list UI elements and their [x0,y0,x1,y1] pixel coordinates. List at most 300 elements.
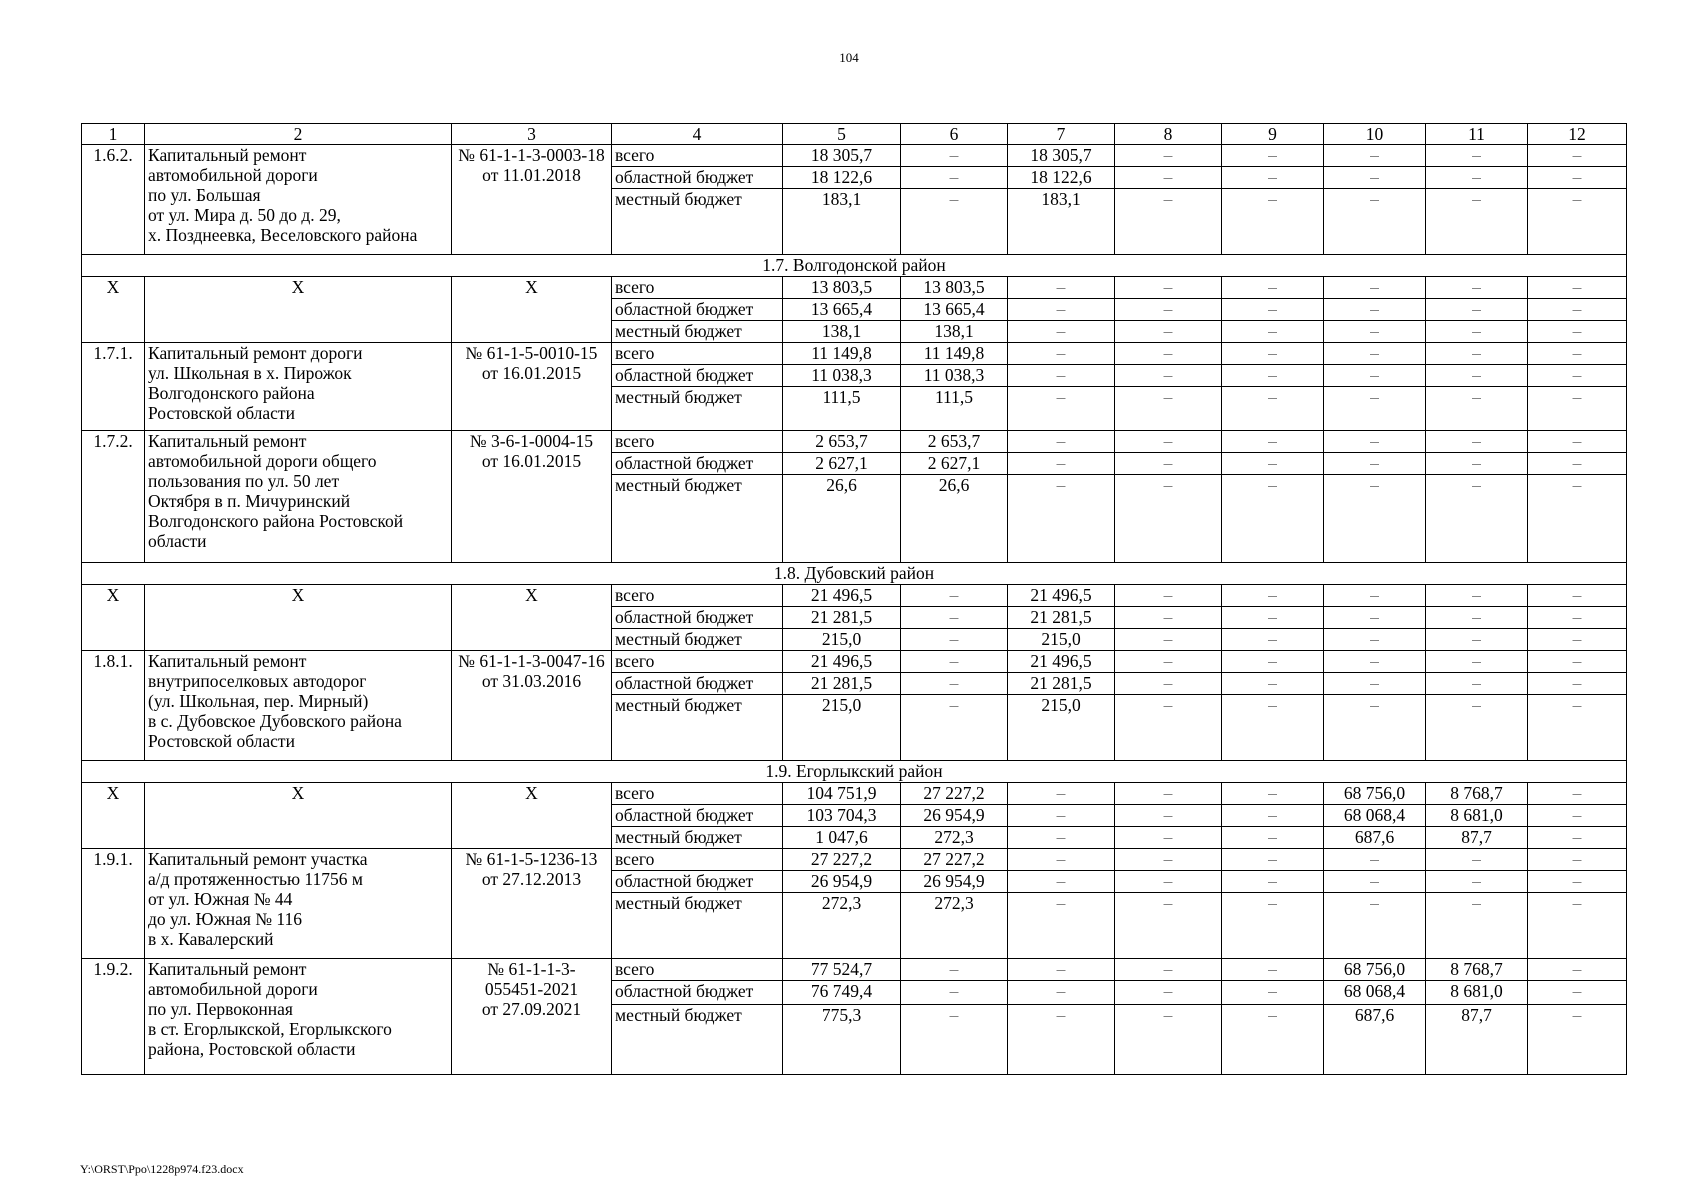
object-name [145,959,452,1075]
amount-cell: – [1324,189,1426,255]
amount-cell: 21 496,5 [1008,651,1115,673]
row-number: Х [82,277,145,343]
document-line: Х [525,585,538,605]
amount-cell: 21 281,5 [1008,607,1115,629]
amount-cell: 87,7 [1426,1005,1528,1075]
header-cell: 6 [901,124,1008,145]
table-row [82,651,1627,673]
amount-cell: – [1115,783,1222,805]
amount-cell: – [1426,585,1528,607]
amount-cell: – [1008,387,1115,431]
document-number [452,145,612,255]
object-name-line: (ул. Школьная, пер. Мирный) [148,691,369,711]
amount-cell: – [1324,299,1426,321]
object-name-line: Х [291,585,305,605]
funding-source: всего [612,431,783,453]
amount-cell: 775,3 [783,1005,901,1075]
funding-source: всего [612,145,783,167]
amount-cell: – [1528,321,1627,343]
amount-cell: – [1008,783,1115,805]
amount-cell: – [1115,453,1222,475]
document-number [452,959,612,1075]
object-name-line: Х [291,277,305,297]
amount-cell: – [1324,629,1426,651]
amount-cell: – [1528,585,1627,607]
amount-cell: – [1426,673,1528,695]
funding-source: областной бюджет [612,607,783,629]
amount-cell: 183,1 [783,189,901,255]
amount-cell: – [1222,453,1324,475]
amount-cell: – [1528,277,1627,299]
section-title: 1.8. Дубовский район [82,563,1627,585]
amount-cell: – [1426,299,1528,321]
amount-cell: – [1324,453,1426,475]
funding-source: местный бюджет [612,387,783,431]
amount-cell: – [1426,695,1528,761]
amount-cell: – [1324,893,1426,959]
amount-cell: – [1115,981,1222,1005]
funding-source: местный бюджет [612,827,783,849]
object-name [145,343,452,431]
funding-source: областной бюджет [612,299,783,321]
amount-cell: 18 305,7 [783,145,901,167]
amount-cell: – [1528,871,1627,893]
amount-cell: – [1324,145,1426,167]
header-cell: 2 [145,124,452,145]
object-name-line: пользования по ул. 50 лет [148,471,340,491]
object-name-line: области [148,531,207,551]
amount-cell: – [1426,321,1528,343]
funding-source: областной бюджет [612,167,783,189]
amount-cell: – [1528,453,1627,475]
object-name-line: а/д протяженностью 11756 м [148,869,363,889]
amount-cell: – [1528,299,1627,321]
amount-cell: – [901,629,1008,651]
amount-cell: – [901,585,1008,607]
object-name-line: автомобильной дороги общего [148,451,377,471]
amount-cell: – [1222,629,1324,651]
object-name [145,277,452,343]
funding-source: местный бюджет [612,189,783,255]
amount-cell: – [1426,475,1528,563]
amount-cell: – [1222,277,1324,299]
amount-cell: – [901,1005,1008,1075]
table-row [82,585,1627,607]
amount-cell: 18 305,7 [1008,145,1115,167]
document-line: № 61-1-5-0010-15 [465,343,598,363]
amount-cell: – [1528,651,1627,673]
amount-cell: 13 803,5 [783,277,901,299]
document-number [452,849,612,959]
amount-cell: – [1426,189,1528,255]
funding-source: областной бюджет [612,673,783,695]
amount-cell: – [1115,651,1222,673]
object-name-line: автомобильной дороги [148,979,318,999]
document-number [452,431,612,563]
amount-cell: – [1528,981,1627,1005]
amount-cell: – [1222,871,1324,893]
amount-cell: – [1008,1005,1115,1075]
amount-cell: – [1115,629,1222,651]
amount-cell: – [1426,431,1528,453]
amount-cell: – [1222,321,1324,343]
section-title: 1.9. Егорлыкский район [82,761,1627,783]
amount-cell: 11 149,8 [901,343,1008,365]
section-title: 1.7. Волгодонской район [82,255,1627,277]
header-cell: 3 [452,124,612,145]
amount-cell: – [1222,343,1324,365]
amount-cell: – [1008,849,1115,871]
amount-cell: 103 704,3 [783,805,901,827]
amount-cell: 26,6 [783,475,901,563]
amount-cell: 215,0 [1008,629,1115,651]
object-name-line: Капитальный ремонт дороги [148,343,363,363]
object-name-line: х. Позднеевка, Веселовского района [148,225,418,245]
footer-file-path: Y:\ORST\Ppo\1228p974.f23.docx [80,1162,244,1176]
amount-cell: – [1222,387,1324,431]
amount-cell: 68 068,4 [1324,805,1426,827]
document-line: от 16.01.2015 [481,363,582,383]
table-row [82,783,1627,805]
document-line: от 16.01.2015 [481,451,582,471]
amount-cell: – [1324,343,1426,365]
object-name-line: до ул. Южная № 116 [148,909,303,929]
amount-cell: – [1008,321,1115,343]
amount-cell: 27 227,2 [783,849,901,871]
object-name [145,783,452,849]
amount-cell: – [1008,893,1115,959]
amount-cell: – [1324,673,1426,695]
funding-source: областной бюджет [612,981,783,1005]
row-number: 1.9.1. [82,849,145,959]
amount-cell: – [1426,365,1528,387]
object-name-line: внутрипоселковых автодорог [148,671,367,691]
document-line: от 11.01.2018 [482,165,581,185]
amount-cell: – [1528,167,1627,189]
funding-source: всего [612,849,783,871]
header-cell: 11 [1426,124,1528,145]
amount-cell: – [1008,959,1115,981]
object-name-line: района, Ростовской области [148,1039,356,1059]
amount-cell: – [1324,277,1426,299]
document-number [452,651,612,761]
section-row [82,563,1627,585]
amount-cell: 18 122,6 [783,167,901,189]
amount-cell: – [1222,893,1324,959]
funding-source: местный бюджет [612,893,783,959]
amount-cell: – [1324,365,1426,387]
amount-cell: 111,5 [783,387,901,431]
amount-cell: – [1115,189,1222,255]
amount-cell: – [1528,629,1627,651]
document-line: Х [525,277,538,297]
amount-cell: 215,0 [1008,695,1115,761]
object-name-line: Ростовской области [148,403,295,423]
amount-cell: 26 954,9 [901,871,1008,893]
amount-cell: – [901,959,1008,981]
amount-cell: – [1115,277,1222,299]
amount-cell: 21 496,5 [1008,585,1115,607]
amount-cell: 8 681,0 [1426,805,1528,827]
amount-cell: – [1115,365,1222,387]
amount-cell: – [1222,431,1324,453]
amount-cell: – [1426,145,1528,167]
amount-cell: – [1324,849,1426,871]
amount-cell: – [1115,299,1222,321]
amount-cell: – [1222,299,1324,321]
amount-cell: – [1528,607,1627,629]
amount-cell: – [1222,475,1324,563]
object-name [145,585,452,651]
amount-cell: – [1115,849,1222,871]
amount-cell: – [1324,651,1426,673]
amount-cell: 76 749,4 [783,981,901,1005]
object-name-line: Волгодонского района [148,383,315,403]
amount-cell: – [1324,387,1426,431]
amount-cell: – [1115,321,1222,343]
amount-cell: – [1528,695,1627,761]
amount-cell: 111,5 [901,387,1008,431]
table-row [82,277,1627,299]
amount-cell: – [1528,475,1627,563]
amount-cell: – [1222,607,1324,629]
object-name-line: Октября в п. Мичуринский [148,491,351,511]
object-name-line: в х. Кавалерский [148,929,274,949]
amount-cell: – [1324,585,1426,607]
amount-cell: – [901,607,1008,629]
row-number: 1.6.2. [82,145,145,255]
amount-cell: – [1426,343,1528,365]
amount-cell: – [1426,629,1528,651]
section-row [82,761,1627,783]
amount-cell: – [901,981,1008,1005]
amount-cell: 11 038,3 [901,365,1008,387]
row-number: 1.7.1. [82,343,145,431]
amount-cell: – [901,651,1008,673]
amount-cell: – [1222,365,1324,387]
object-name-line: в ст. Егорлыкской, Егорлыкского [148,1019,392,1039]
amount-cell: 13 665,4 [783,299,901,321]
object-name-line: Капитальный ремонт [148,959,307,979]
amount-cell: – [1222,783,1324,805]
amount-cell: – [1222,827,1324,849]
amount-cell: – [1115,695,1222,761]
object-name-line: ул. Школьная в х. Пирожок [148,363,352,383]
amount-cell: – [901,189,1008,255]
amount-cell: 21 281,5 [1008,673,1115,695]
amount-cell: – [1222,189,1324,255]
amount-cell: 1 047,6 [783,827,901,849]
amount-cell: – [1008,827,1115,849]
amount-cell: – [1324,321,1426,343]
amount-cell: – [1222,585,1324,607]
amount-cell: 26,6 [901,475,1008,563]
amount-cell: – [1222,849,1324,871]
amount-cell: – [1115,805,1222,827]
header-cell: 1 [82,124,145,145]
amount-cell: – [1528,145,1627,167]
amount-cell: – [1115,1005,1222,1075]
document-line: № 61-1-1-3- [487,959,576,979]
amount-cell: – [1528,189,1627,255]
amount-cell: – [1115,431,1222,453]
table-row [82,959,1627,981]
amount-cell: – [1008,431,1115,453]
amount-cell: – [1324,475,1426,563]
amount-cell: – [1008,365,1115,387]
document-line: от 27.12.2013 [481,869,582,889]
object-name-line: в с. Дубовское Дубовского района [148,711,402,731]
amount-cell: 68 756,0 [1324,783,1426,805]
amount-cell: – [1115,475,1222,563]
funding-source: всего [612,343,783,365]
amount-cell: – [1426,651,1528,673]
amount-cell: – [1008,299,1115,321]
object-name-line: от ул. Мира д. 50 до д. 29, [148,205,341,225]
document-line: от 27.09.2021 [481,999,582,1019]
header-cell: 4 [612,124,783,145]
object-name-line: Ростовской области [148,731,295,751]
amount-cell: 77 524,7 [783,959,901,981]
document-number [452,585,612,651]
funding-source: всего [612,651,783,673]
amount-cell: – [1528,827,1627,849]
header-cell: 5 [783,124,901,145]
object-name [145,145,452,255]
table-row [82,431,1627,453]
amount-cell: – [1115,167,1222,189]
amount-cell: – [1528,343,1627,365]
amount-cell: – [1115,959,1222,981]
amount-cell: – [1528,673,1627,695]
amount-cell: 13 803,5 [901,277,1008,299]
amount-cell: 21 496,5 [783,585,901,607]
amount-cell: 87,7 [1426,827,1528,849]
document-number [452,277,612,343]
amount-cell: – [1528,431,1627,453]
amount-cell: 13 665,4 [901,299,1008,321]
budget-table [81,123,1627,1075]
amount-cell: – [1528,387,1627,431]
amount-cell: – [1324,607,1426,629]
amount-cell: 687,6 [1324,827,1426,849]
amount-cell: 27 227,2 [901,783,1008,805]
amount-cell: – [1324,695,1426,761]
table-row [82,849,1627,871]
amount-cell: 27 227,2 [901,849,1008,871]
amount-cell: 18 122,6 [1008,167,1115,189]
amount-cell: – [1528,1005,1627,1075]
amount-cell: 21 496,5 [783,651,901,673]
amount-cell: 215,0 [783,629,901,651]
funding-source: всего [612,585,783,607]
object-name [145,431,452,563]
row-number: 1.8.1. [82,651,145,761]
funding-source: местный бюджет [612,475,783,563]
amount-cell: 21 281,5 [783,607,901,629]
header-cell: 8 [1115,124,1222,145]
funding-source: областной бюджет [612,805,783,827]
object-name [145,849,452,959]
document-line: от 31.03.2016 [481,671,582,691]
amount-cell: – [1426,871,1528,893]
document-number [452,343,612,431]
amount-cell: 2 627,1 [783,453,901,475]
amount-cell: – [1115,585,1222,607]
amount-cell: – [1115,893,1222,959]
amount-cell: – [1115,673,1222,695]
funding-source: всего [612,959,783,981]
object-name [145,651,452,761]
amount-cell: 26 954,9 [901,805,1008,827]
section-row [82,255,1627,277]
amount-cell: – [1528,893,1627,959]
amount-cell: 183,1 [1008,189,1115,255]
amount-cell: 272,3 [783,893,901,959]
object-name-line: Капитальный ремонт [148,145,307,165]
amount-cell: – [1528,849,1627,871]
funding-source: областной бюджет [612,453,783,475]
amount-cell: 8 681,0 [1426,981,1528,1005]
amount-cell: – [1008,453,1115,475]
document-line: № 61-1-5-1236-13 [465,849,598,869]
object-name-line: от ул. Южная № 44 [148,889,293,909]
amount-cell: – [1426,387,1528,431]
object-name-line: Капитальный ремонт [148,431,307,451]
row-number: Х [82,783,145,849]
amount-cell: – [1222,145,1324,167]
amount-cell: 2 653,7 [783,431,901,453]
row-number: 1.7.2. [82,431,145,563]
funding-source: местный бюджет [612,321,783,343]
amount-cell: 2 653,7 [901,431,1008,453]
amount-cell: 272,3 [901,827,1008,849]
object-name-line: по ул. Первоконная [148,999,293,1019]
amount-cell: – [1222,695,1324,761]
amount-cell: – [1528,783,1627,805]
amount-cell: 26 954,9 [783,871,901,893]
amount-cell: – [1528,959,1627,981]
amount-cell: 68 756,0 [1324,959,1426,981]
amount-cell: 68 068,4 [1324,981,1426,1005]
amount-cell: 21 281,5 [783,673,901,695]
funding-source: местный бюджет [612,629,783,651]
amount-cell: 8 768,7 [1426,783,1528,805]
header-row [82,124,1627,145]
funding-source: местный бюджет [612,1005,783,1075]
header-cell: 9 [1222,124,1324,145]
amount-cell: 11 038,3 [783,365,901,387]
amount-cell: – [1115,343,1222,365]
amount-cell: – [1115,827,1222,849]
row-number: 1.9.2. [82,959,145,1075]
amount-cell: 215,0 [783,695,901,761]
amount-cell: – [1222,981,1324,1005]
amount-cell: – [1426,893,1528,959]
amount-cell: – [1115,607,1222,629]
object-name-line: автомобильной дороги [148,165,318,185]
funding-source: областной бюджет [612,871,783,893]
object-name-line: по ул. Большая [148,185,261,205]
amount-cell: – [1426,453,1528,475]
amount-cell: – [1324,167,1426,189]
amount-cell: – [1008,343,1115,365]
amount-cell: – [1008,871,1115,893]
amount-cell: 138,1 [783,321,901,343]
funding-source: местный бюджет [612,695,783,761]
object-name-line: Х [291,783,305,803]
amount-cell: – [1426,277,1528,299]
